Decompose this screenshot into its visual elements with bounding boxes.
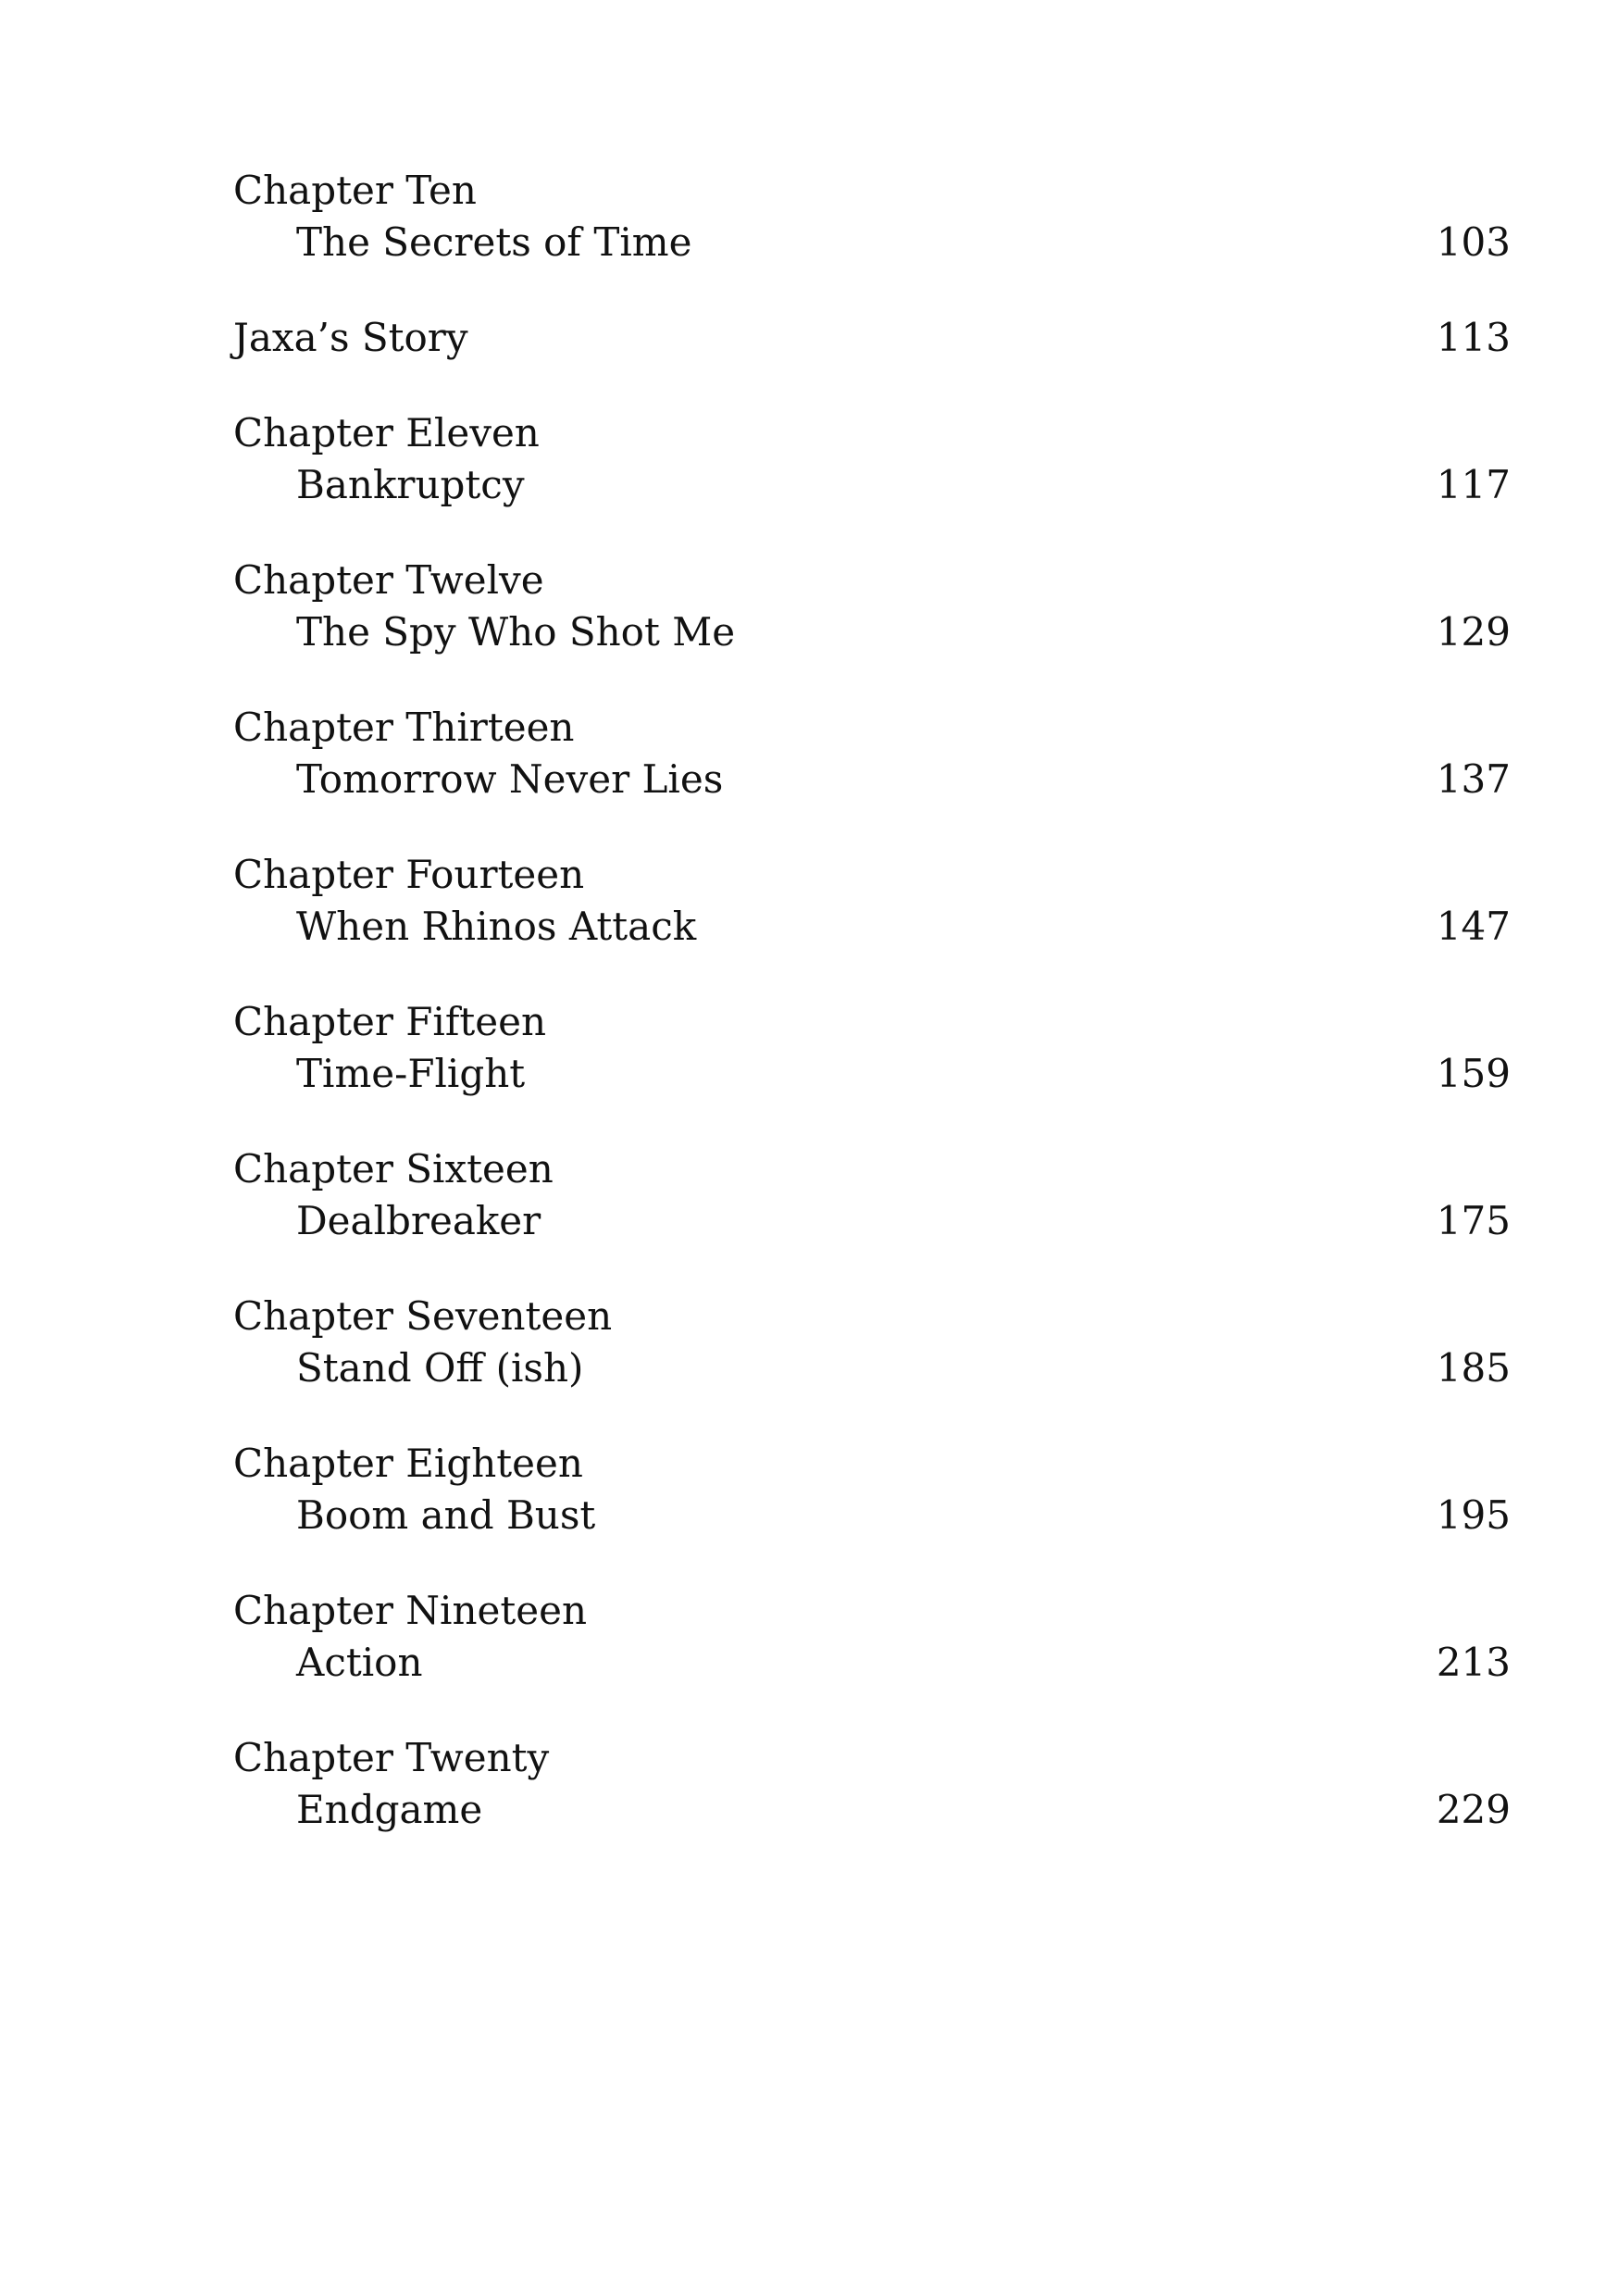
chapter-title: Boom and Bust (296, 1492, 596, 1538)
toc-entry-chapter-seventeen[interactable] (233, 1291, 1511, 1394)
page-number: 229 (1436, 1787, 1511, 1832)
page-number: 195 (1436, 1492, 1511, 1538)
toc-entry-chapter-eleven[interactable] (233, 407, 1511, 511)
chapter-title: Action (296, 1640, 423, 1685)
chapter-title: Time-Flight (296, 1051, 526, 1096)
toc-entry-jaxas-story[interactable] (233, 312, 1511, 364)
chapter-title: When Rhinos Attack (296, 904, 697, 949)
toc-entry-chapter-twenty[interactable] (233, 1732, 1511, 1836)
page-number: 129 (1436, 609, 1511, 655)
chapter-label: Chapter Fourteen (233, 852, 585, 897)
chapter-label: Chapter Ten (233, 168, 477, 213)
toc-entry-chapter-fourteen[interactable] (233, 849, 1511, 953)
page-number: 113 (1436, 315, 1511, 360)
chapter-label: Chapter Sixteen (233, 1146, 554, 1192)
chapter-label: Chapter Seventeen (233, 1293, 613, 1339)
chapter-title: Dealbreaker (296, 1198, 541, 1243)
chapter-label: Chapter Nineteen (233, 1588, 587, 1633)
toc-entry-chapter-thirteen[interactable] (233, 702, 1511, 805)
chapter-title: Tomorrow Never Lies (296, 756, 724, 802)
table-of-contents (233, 165, 1511, 1879)
section-title: Jaxa’s Story (233, 315, 468, 360)
chapter-title: The Spy Who Shot Me (296, 609, 736, 655)
chapter-title: The Secrets of Time (296, 219, 692, 265)
page-number: 137 (1436, 756, 1511, 802)
chapter-title: Endgame (296, 1787, 483, 1832)
toc-entry-chapter-ten[interactable] (233, 165, 1511, 268)
chapter-title: Stand Off (ish) (296, 1345, 584, 1391)
chapter-label: Chapter Twelve (233, 557, 544, 603)
page-number: 103 (1436, 219, 1511, 265)
page-number: 117 (1436, 462, 1511, 507)
toc-entry-chapter-eighteen[interactable] (233, 1438, 1511, 1541)
chapter-label: Chapter Eighteen (233, 1441, 583, 1486)
toc-entry-chapter-twelve[interactable] (233, 555, 1511, 658)
chapter-label: Chapter Thirteen (233, 705, 575, 750)
page-number: 147 (1436, 904, 1511, 949)
page-number: 159 (1436, 1051, 1511, 1096)
toc-entry-chapter-nineteen[interactable] (233, 1585, 1511, 1689)
page-number: 185 (1436, 1345, 1511, 1391)
toc-entry-chapter-fifteen[interactable] (233, 996, 1511, 1100)
toc-entry-chapter-sixteen[interactable] (233, 1143, 1511, 1247)
chapter-label: Chapter Fifteen (233, 999, 547, 1044)
page-number: 213 (1436, 1640, 1511, 1685)
page-number: 175 (1436, 1198, 1511, 1243)
chapter-label: Chapter Eleven (233, 410, 540, 455)
chapter-title: Bankruptcy (296, 462, 525, 507)
chapter-label: Chapter Twenty (233, 1735, 550, 1780)
